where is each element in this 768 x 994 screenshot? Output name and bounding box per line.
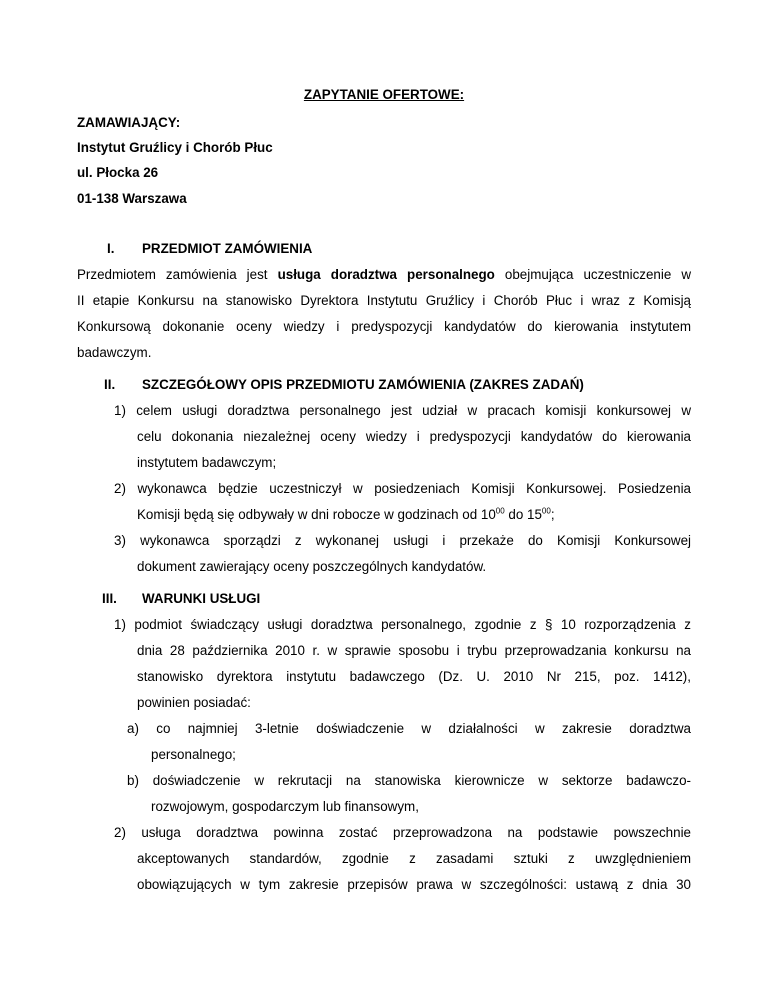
section3-subitem-a-line: a) co najmniej 3-letnie doświadczenie w działalności w zakresie doradztwa — [127, 721, 691, 736]
section1-paragraph-line: Konkursową dokonanie oceny wiedzy i predyspozycji kandydatów do kierowania instytutem — [77, 319, 691, 334]
section2-item3-line: 3) wykonawca sporządzi z wykonanej usługi i przekaże do Komisji Konkursowej — [114, 533, 691, 548]
section3-subitem-a-line: personalnego; — [151, 747, 236, 762]
time-superscript: 00 — [541, 506, 551, 516]
section2-item1-line: 1) celem usługi doradztwa personalnego jest udział w pracach komisji konkursowej w — [114, 403, 691, 418]
section3-item1-line: 1) podmiot świadczący usługi doradztwa personalnego, zgodnie z § 10 rozporządzenia z — [114, 617, 691, 632]
section2-item1-line: instytutem badawczym; — [137, 455, 277, 470]
section2-numeral: II. — [104, 377, 116, 392]
section1-paragraph-line: II etapie Konkursu na stanowisko Dyrektora Instytutu Gruźlicy i Chorób Płuc i wraz z Komisją — [77, 293, 691, 308]
section3-item2-line: 2) usługa doradztwa powinna zostać przeprowadzona na podstawie powszechnie — [114, 825, 691, 840]
document-title: ZAPYTANIE OFERTOWE: — [303, 87, 465, 102]
section1-paragraph-line: badawczym. — [77, 345, 152, 360]
section3-item1-line: stanowisko dyrektora instytutu badawczego (Dz. U. 2010 Nr 215, poz. 1412), — [137, 669, 691, 684]
institution-postal: 01-138 Warszawa — [77, 191, 187, 206]
section2-item1-line: celu dokonania niezależnej oceny wiedzy i predyspozycji kandydatów do kierowania — [137, 429, 691, 444]
time-superscript: 00 — [495, 506, 505, 516]
section1-heading: PRZEDMIOT ZAMÓWIENIA — [142, 241, 313, 256]
section2-item2-line: Komisji będą się odbywały w dni robocze w godzinach od $10^{00}$ do $15^{00}$; — [137, 506, 555, 522]
section1-numeral: I. — [107, 241, 115, 256]
section3-numeral: III. — [102, 591, 117, 606]
institution-street: ul. Płocka 26 — [77, 165, 159, 180]
section3-item1-line: dnia 28 października 2010 r. w sprawie sposobu i trybu przeprowadzania konkursu na — [137, 643, 691, 658]
section2-item3-line: dokument zawierający oceny poszczególnych kandydatów. — [137, 559, 487, 574]
section2-heading: SZCZEGÓŁOWY OPIS PRZEDMIOTU ZAMÓWIENIA (ZAKRES ZADAŃ) — [142, 377, 584, 392]
section2-item2-line: 2) wykonawca będzie uczestniczył w posiedzeniach Komisji Konkursowej. Posiedzenia — [114, 481, 691, 496]
section3-subitem-b-line: b) doświadczenie w rekrutacji na stanowiska kierownicze w sektorze badawczo- — [127, 773, 691, 788]
section3-item1-line: powinien posiadać: — [137, 695, 251, 710]
contracting-party-label: ZAMAWIAJĄCY: — [77, 115, 181, 130]
section3-item2-line: akceptowanych standardów, zgodnie z zasadami sztuki z uwzględnieniem — [137, 851, 691, 866]
section1-paragraph-line: Przedmiotem zamówienia jest usługa doradztwa personalnego obejmująca uczestniczenie w — [77, 267, 691, 282]
section3-subitem-b-line: rozwojowym, gospodarczym lub finansowym, — [151, 799, 419, 814]
institution-name: Instytut Gruźlicy i Chorób Płuc — [77, 140, 273, 155]
section3-heading: WARUNKI USŁUGI — [142, 591, 261, 606]
section3-item2-line: obowiązujących w tym zakresie przepisów prawa w szczególności: ustawą z dnia 30 — [137, 877, 691, 892]
highlighted-service: usługa doradztwa personalnego — [277, 267, 495, 282]
